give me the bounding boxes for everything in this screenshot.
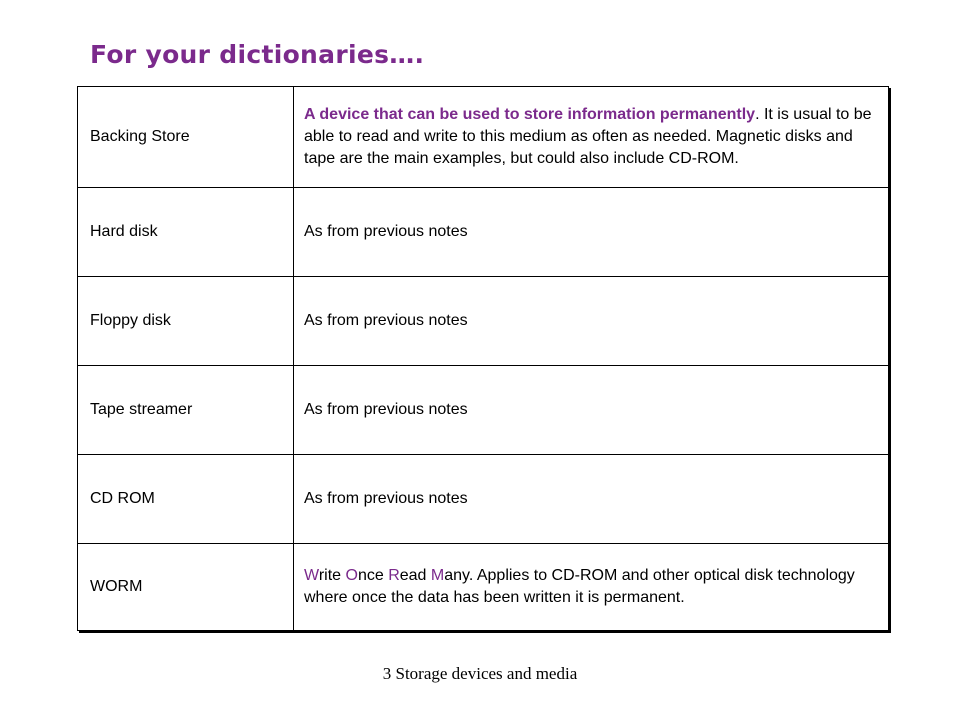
definition-cell: As from previous notes <box>294 455 889 544</box>
definition-highlight: A device that can be used to store information permanently <box>304 106 756 123</box>
acronym-initial: W <box>304 567 319 584</box>
term-cell: Hard disk <box>78 188 294 277</box>
definition-cell <box>294 544 889 631</box>
definition-cell <box>294 87 889 188</box>
acronym-word-rest: rite <box>318 567 346 584</box>
term-cell: Tape streamer <box>78 366 294 455</box>
table-row <box>78 277 889 366</box>
table-row <box>78 544 889 631</box>
term-cell: Backing Store <box>78 87 294 188</box>
table-row <box>78 87 889 188</box>
term-cell: CD ROM <box>78 455 294 544</box>
definition-cell: As from previous notes <box>294 188 889 277</box>
definition-text: Applies to CD-ROM and other optical disk technology where once the data has been written it is permanent. <box>304 567 855 606</box>
glossary-table <box>77 86 889 631</box>
definition-cell: As from previous notes <box>294 366 889 455</box>
table-row <box>78 455 889 544</box>
slide-title: For your dictionaries…. <box>90 40 425 69</box>
slide-footer: 3 Storage devices and media <box>382 664 578 683</box>
table-row <box>78 366 889 455</box>
term-cell: Floppy disk <box>78 277 294 366</box>
acronym-initial: R <box>388 567 400 584</box>
table-row <box>78 188 889 277</box>
acronym-word-rest: ead <box>399 567 431 584</box>
definition-cell: As from previous notes <box>294 277 889 366</box>
acronym-word-rest: any. <box>444 567 474 584</box>
acronym-initial: O <box>345 567 358 584</box>
acronym-word-rest: nce <box>357 567 389 584</box>
definition-text: . It is usual to be able to read and write to this medium as often as needed. Magnetic disks and tape are the main examples, but could also include CD-ROM. <box>304 106 872 167</box>
term-cell: WORM <box>78 544 294 631</box>
acronym-initial: M <box>430 567 445 584</box>
